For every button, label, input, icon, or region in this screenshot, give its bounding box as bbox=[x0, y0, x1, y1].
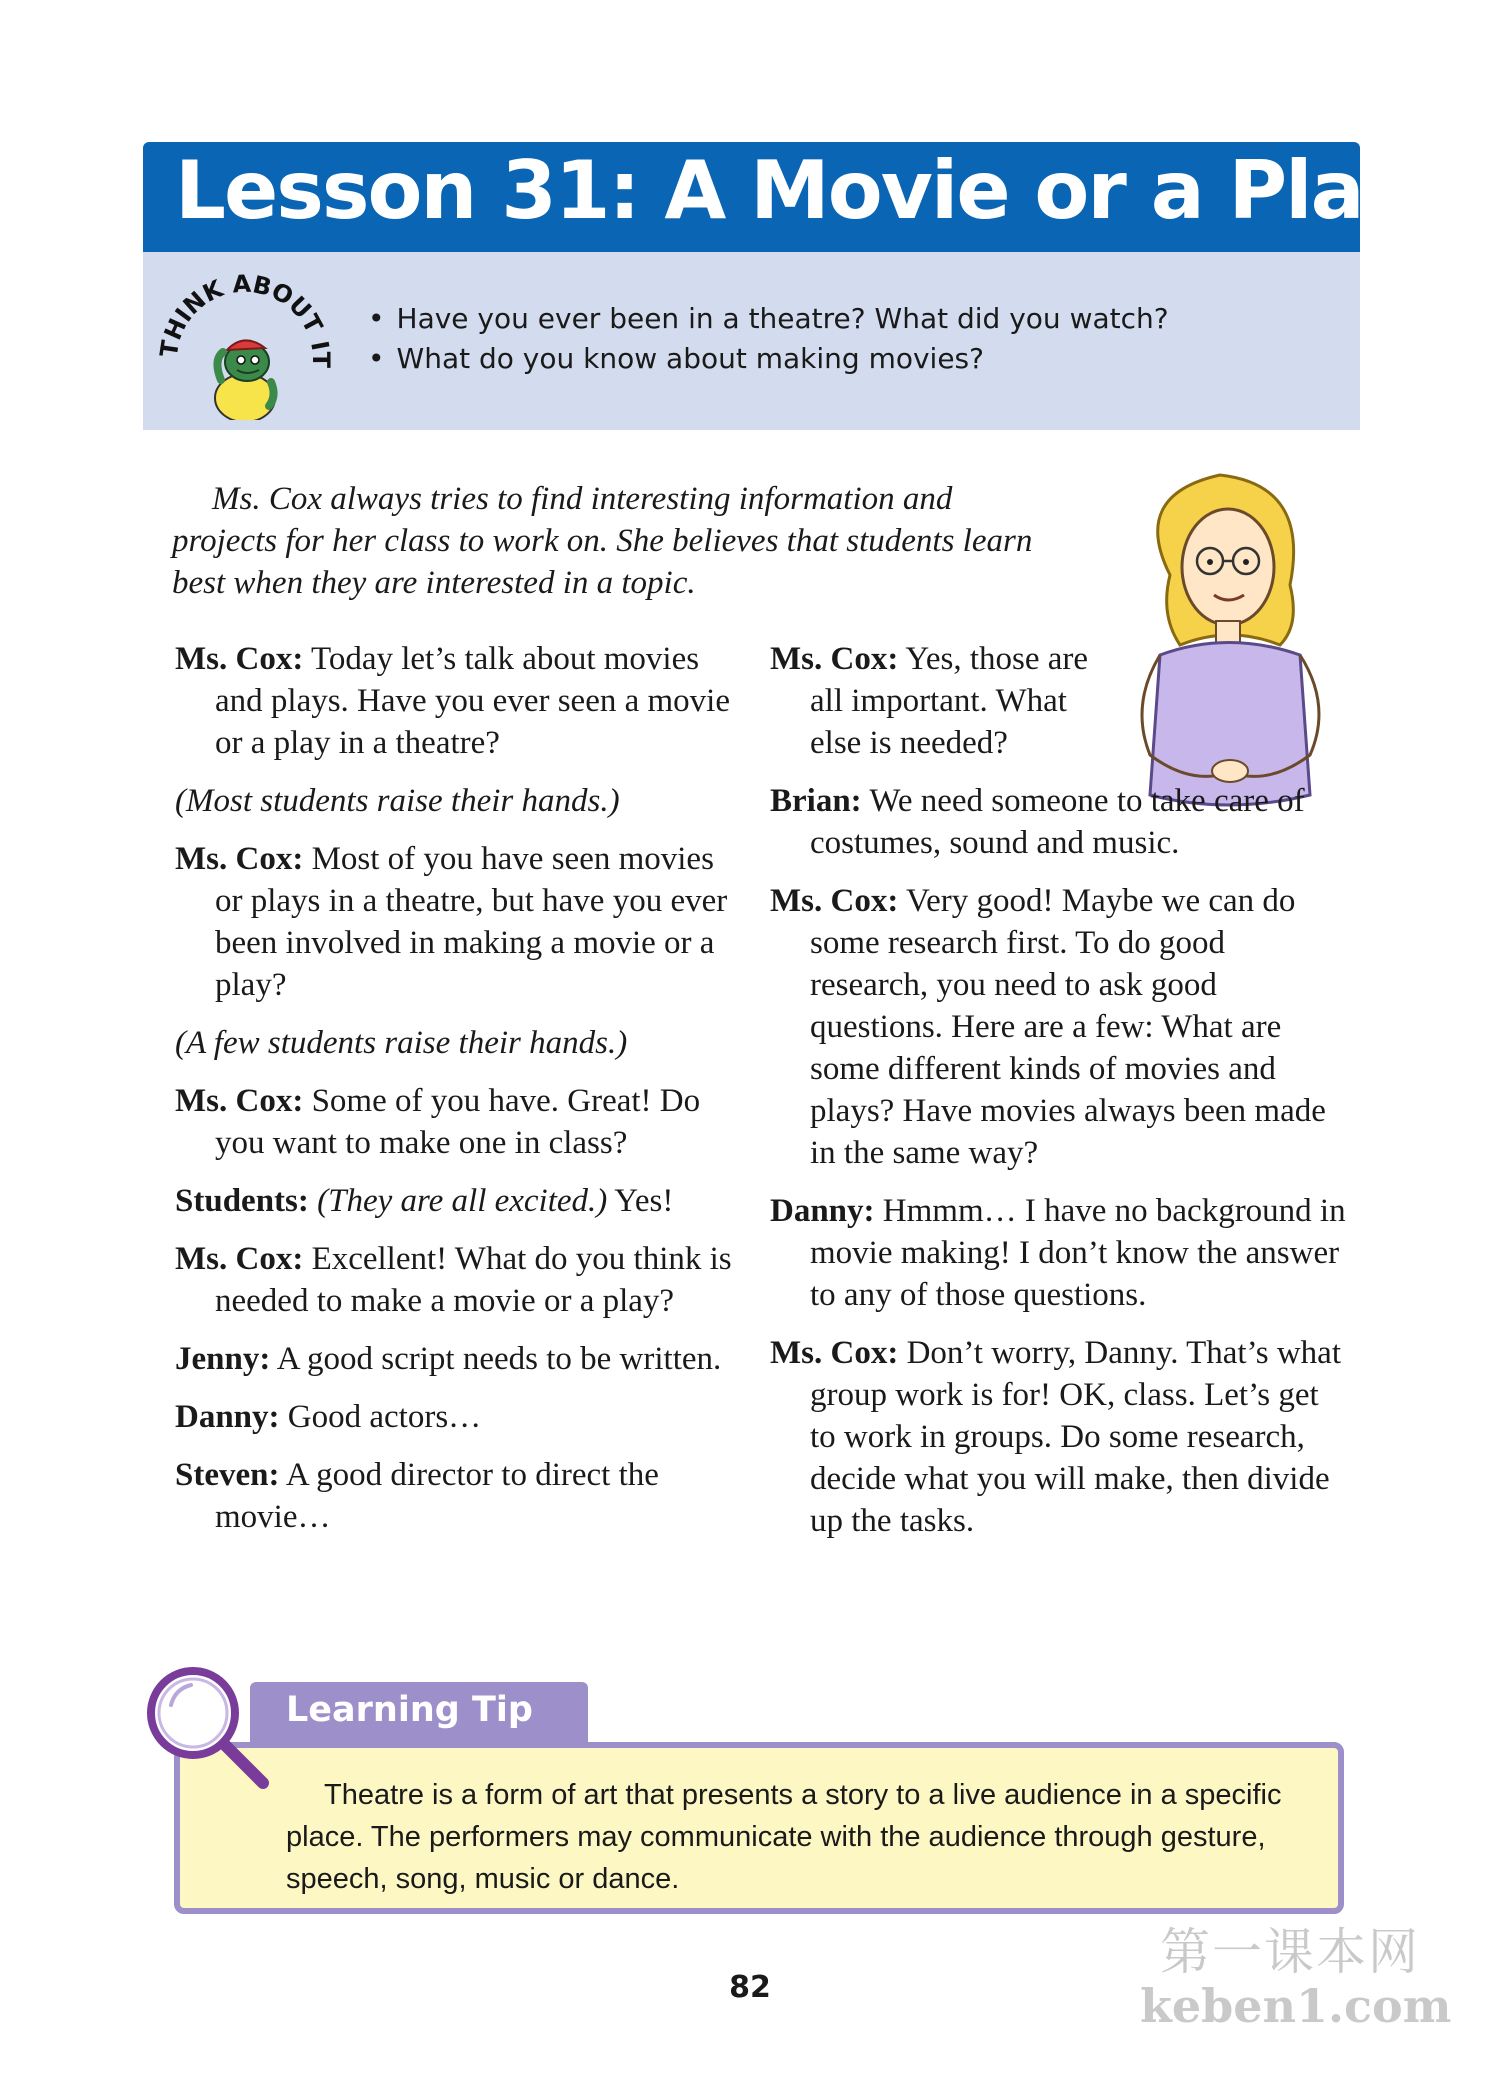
line-text: Don’t worry, Danny. That’s what group work is for! OK, class. Let’s get to work in groups. Do some research, decide what you will make, then divide up the tasks. bbox=[810, 1335, 1341, 1539]
dialogue-line bbox=[770, 638, 1110, 764]
dialogue-line bbox=[175, 1238, 735, 1322]
speaker-name: Ms. Cox: bbox=[770, 641, 899, 677]
page-number: 82 bbox=[729, 1970, 771, 2005]
line-text: Good actors… bbox=[279, 1399, 482, 1435]
speaker-name: Ms. Cox: bbox=[175, 841, 304, 877]
think-question: • What do you know about making movies? bbox=[368, 342, 1169, 375]
watermark-cn: 第一课本网 bbox=[1160, 1923, 1420, 1981]
line-text: Yes, those are all important. What else is needed? bbox=[810, 641, 1089, 761]
dialogue-line bbox=[175, 638, 735, 764]
learning-tip-tab bbox=[250, 1682, 588, 1742]
speaker-name: Jenny: bbox=[175, 1341, 271, 1377]
speaker-name: Ms. Cox: bbox=[175, 641, 304, 677]
think-about-it-logo bbox=[149, 270, 339, 420]
speaker-name: Ms. Cox: bbox=[175, 1241, 304, 1277]
speaker-name: Ms. Cox: bbox=[175, 1083, 304, 1119]
line-text: Very good! Maybe we can do some research first. To do good research, you need to ask good questions. Here are a few: What are some different kinds of movies and plays? Have movies always been made in the same way? bbox=[810, 883, 1326, 1171]
watermark bbox=[1140, 1923, 1452, 2033]
think-about-it-box bbox=[143, 252, 1360, 430]
think-logo-text: THINK ABOUT IT bbox=[154, 270, 336, 369]
dialogue-line bbox=[770, 1190, 1350, 1316]
dialogue-line bbox=[770, 780, 1350, 864]
line-text: Hmmm… I have no background in movie making! I don’t know the answer to any of those questions. bbox=[810, 1193, 1346, 1313]
line-text: A good director to direct the movie… bbox=[215, 1457, 659, 1535]
speaker-name: Students: bbox=[175, 1183, 309, 1219]
dialogue-line bbox=[770, 1332, 1350, 1542]
dialogue-line bbox=[175, 1080, 735, 1164]
dialogue-line bbox=[175, 1180, 735, 1222]
think-question: • Have you ever been in a theatre? What did you watch? bbox=[368, 302, 1169, 335]
learning-tip-box bbox=[174, 1742, 1344, 1914]
speaker-name: Steven: bbox=[175, 1457, 280, 1493]
dialogue-line bbox=[770, 880, 1350, 1174]
stage-direction: (A few students raise their hands.) bbox=[175, 1025, 628, 1061]
lesson-title: Lesson 31: A Movie or a Play bbox=[175, 144, 1411, 237]
dialogue-line bbox=[175, 1338, 735, 1380]
speaker-name: Danny: bbox=[770, 1193, 875, 1229]
dialogue-line bbox=[175, 1396, 735, 1438]
line-text: We need someone to take care of costumes, sound and music. bbox=[810, 783, 1305, 861]
think-questions bbox=[368, 302, 1169, 382]
dialogue-line bbox=[175, 1454, 735, 1538]
inline-stage-direction: (They are all excited.) bbox=[308, 1183, 608, 1219]
line-text: Most of you have seen movies or plays in a theatre, but have you ever been involved in making a movie or a play? bbox=[215, 841, 728, 1003]
lesson-title-bar bbox=[143, 142, 1411, 252]
learning-tip-label: Learning Tip bbox=[286, 1690, 533, 1730]
dialogue-left-column bbox=[175, 638, 735, 1554]
learning-tip-text: Theatre is a form of art that presents a story to a live audience in a specific place. The performers may communicate with the audience through gesture, speech, song, music or dance. bbox=[286, 1779, 1282, 1895]
speaker-name: Danny: bbox=[175, 1399, 280, 1435]
speaker-name: Ms. Cox: bbox=[770, 883, 899, 919]
line-text: Today let’s talk about movies and plays. Have you ever seen a movie or a play in a theatre? bbox=[215, 641, 730, 761]
intro-paragraph: Ms. Cox always tries to find interesting information and projects for her class to work on. She believes that students learn best when they are interested in a topic. bbox=[172, 481, 1033, 601]
speaker-name: Ms. Cox: bbox=[770, 1335, 899, 1371]
dialogue-right-column bbox=[770, 638, 1350, 1558]
dialogue-line bbox=[175, 838, 735, 1006]
speaker-name: Brian: bbox=[770, 783, 862, 819]
line-text: Some of you have. Great! Do you want to make one in class? bbox=[215, 1083, 701, 1161]
line-text: Excellent! What do you think is needed to make a movie or a play? bbox=[215, 1241, 732, 1319]
line-text: Yes! bbox=[607, 1183, 674, 1219]
magnifier-icon bbox=[135, 1655, 285, 1805]
watermark-en: keben1.com bbox=[1140, 1979, 1452, 2033]
line-text: A good script needs to be written. bbox=[270, 1341, 722, 1377]
stage-direction: (Most students raise their hands.) bbox=[175, 783, 620, 819]
